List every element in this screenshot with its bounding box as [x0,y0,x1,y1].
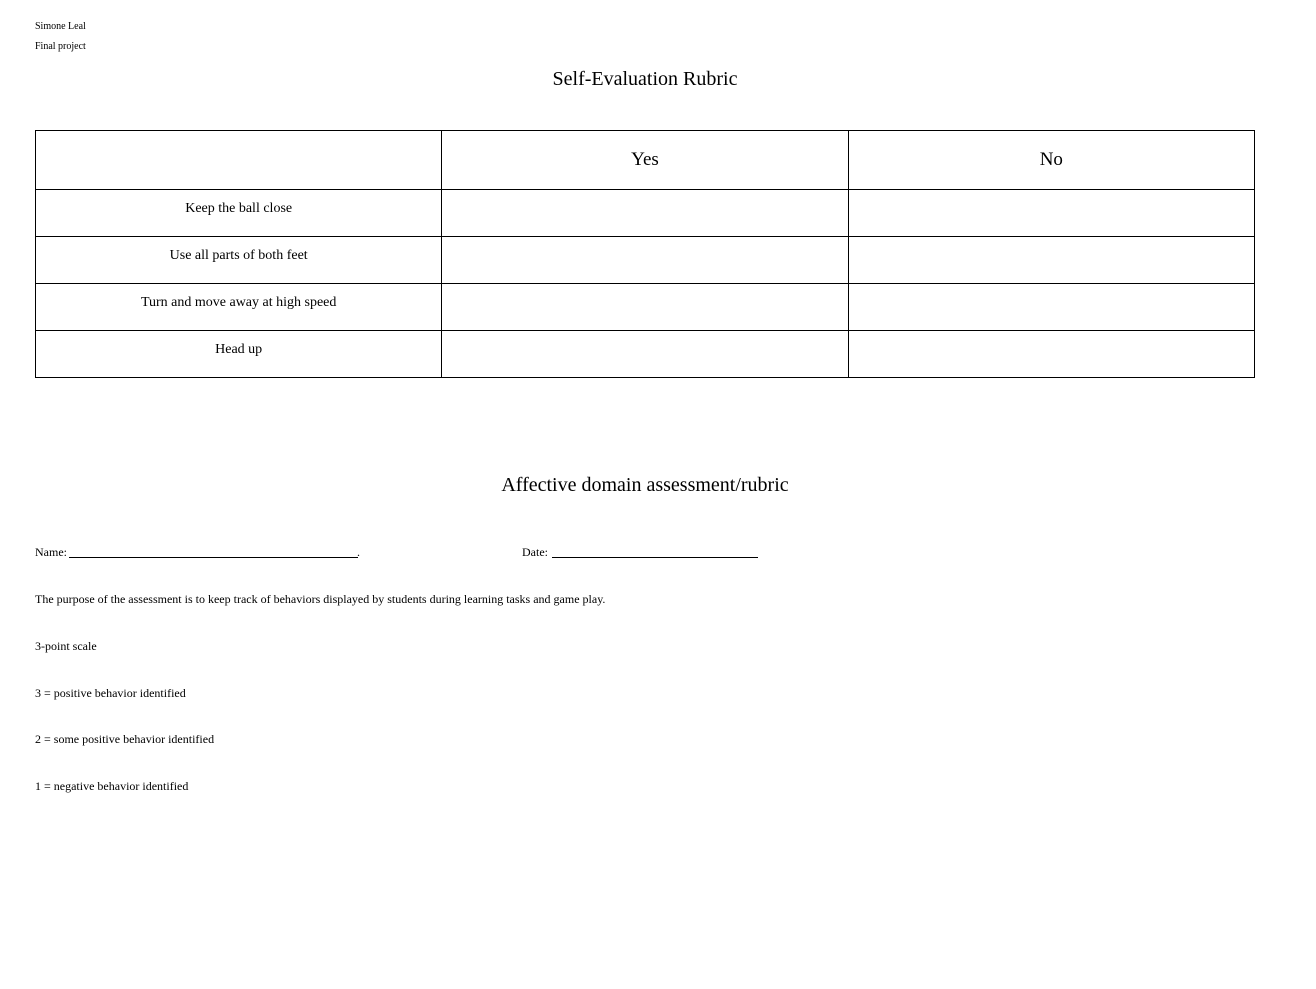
scale-item: 3 = positive behavior identified [35,686,186,700]
table-row [36,284,1255,331]
scale-item: 2 = some positive behavior identified [35,732,215,746]
yes-cell[interactable] [442,190,848,237]
yes-cell[interactable] [442,284,848,331]
rubric-title: Self-Evaluation Rubric [552,68,738,90]
table-row [36,331,1255,378]
table-row [36,237,1255,284]
yes-cell[interactable] [442,237,848,284]
name-label: Name: [35,545,67,559]
name-suffix: . [357,545,360,559]
no-cell[interactable] [848,284,1254,331]
criteria-cell: Use all parts of both feet [36,237,442,284]
affective-title: Affective domain assessment/rubric [501,474,789,496]
table-header-row [36,131,1255,190]
self-evaluation-table [35,130,1255,378]
header-cell-yes: Yes [442,131,848,190]
criteria-cell: Turn and move away at high speed [36,284,442,331]
criteria-cell: Head up [36,331,442,378]
project-label: Final project [35,41,86,52]
date-field-line[interactable] [552,557,758,558]
table-row [36,190,1255,237]
purpose-text: The purpose of the assessment is to keep track of behaviors displayed by students during learning tasks and game play. [35,592,606,606]
no-cell[interactable] [848,331,1254,378]
header-cell-criteria [36,131,442,190]
criteria-cell: Keep the ball close [36,190,442,237]
no-cell[interactable] [848,190,1254,237]
no-cell[interactable] [848,237,1254,284]
name-field-line[interactable] [69,557,358,558]
scale-title: 3-point scale [35,639,97,653]
header-cell-no: No [848,131,1254,190]
date-label: Date: [522,545,548,559]
author-name: Simone Leal [35,21,86,32]
scale-item: 1 = negative behavior identified [35,779,189,793]
yes-cell[interactable] [442,331,848,378]
